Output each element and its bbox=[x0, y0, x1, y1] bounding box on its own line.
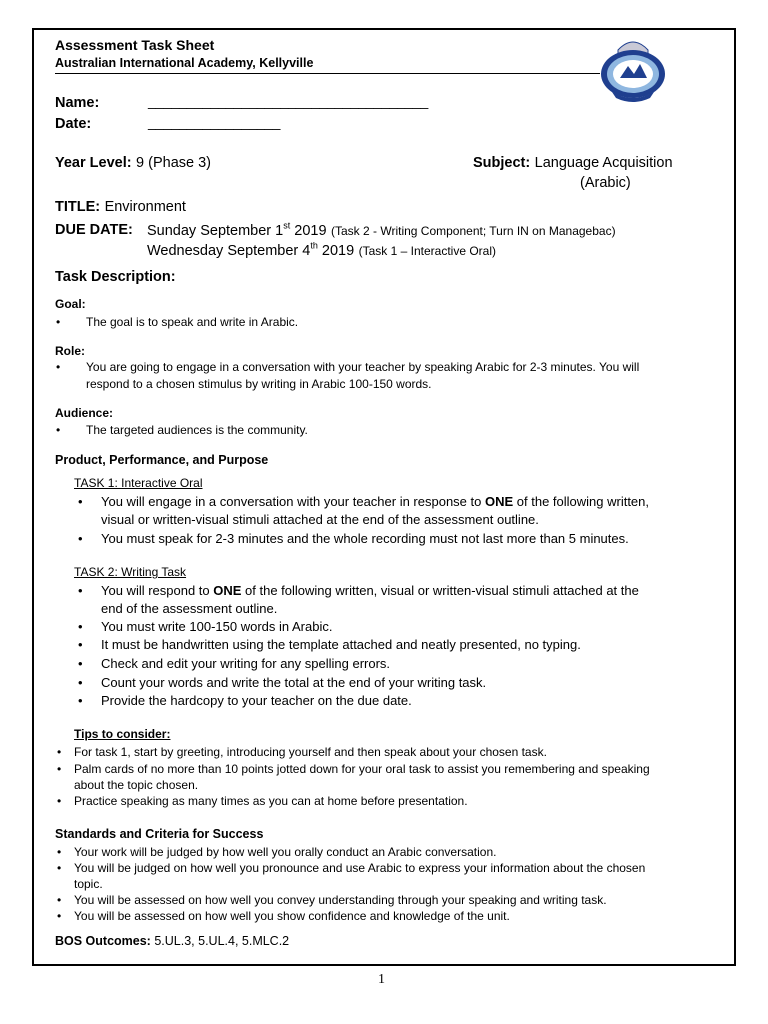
task2-item-1 bbox=[101, 583, 639, 598]
subject-value: Language Acquisition bbox=[534, 155, 673, 171]
tips-heading: Tips to consider: bbox=[74, 727, 171, 741]
bullet: • bbox=[56, 315, 61, 329]
due-date-label: DUE DATE: bbox=[55, 222, 133, 238]
due1-date: Sunday September 1 bbox=[147, 223, 284, 239]
bullet: • bbox=[57, 893, 62, 907]
task1-item-1 bbox=[101, 494, 649, 509]
task1-item1-text2: of the following written, bbox=[513, 494, 650, 509]
goal-label: Goal: bbox=[55, 297, 86, 311]
date-field[interactable]: _________________ bbox=[148, 114, 281, 130]
task2-item-6: Provide the hardcopy to your teacher on the due date. bbox=[101, 693, 412, 708]
year-label: Year Level: bbox=[55, 155, 132, 171]
task2-item-3: It must be handwritten using the template attached and neatly presented, no typing. bbox=[101, 637, 581, 652]
bullet: • bbox=[78, 494, 83, 509]
due1-year: 2019 bbox=[290, 223, 327, 239]
bullet: • bbox=[78, 656, 83, 671]
ppp-heading: Product, Performance, and Purpose bbox=[55, 453, 269, 467]
standards-item-2: You will be judged on how well you pronounce and use Arabic to express your information about the chosen bbox=[74, 861, 646, 875]
title-value: Environment bbox=[104, 199, 186, 215]
title-label: TITLE: bbox=[55, 199, 101, 215]
name-label: Name: bbox=[55, 95, 100, 111]
due2-note: (Task 1 – Interactive Oral) bbox=[358, 244, 497, 258]
bullet: • bbox=[57, 909, 62, 923]
due2-sup: th bbox=[310, 240, 318, 251]
title-row bbox=[55, 198, 186, 216]
bullet: • bbox=[78, 637, 83, 652]
task2-heading: TASK 2: Writing Task bbox=[74, 565, 187, 579]
bullet: • bbox=[78, 619, 83, 634]
due-date-1 bbox=[147, 222, 616, 240]
subject-value-2: (Arabic) bbox=[580, 175, 631, 191]
role-label: Role: bbox=[55, 344, 85, 358]
bullet: • bbox=[56, 423, 61, 437]
task2-item1-text: You will respond to bbox=[101, 583, 214, 598]
bullet: • bbox=[57, 745, 62, 759]
bullet: • bbox=[78, 693, 83, 708]
due1-note: (Task 2 - Writing Component; Turn IN on Managebac) bbox=[331, 224, 616, 238]
year-level bbox=[55, 154, 211, 172]
task-description-heading: Task Description: bbox=[55, 269, 176, 285]
bos-outcomes bbox=[55, 934, 289, 948]
tips-item-3: Practice speaking as many times as you can at home before presentation. bbox=[74, 794, 468, 808]
standards-item-3: You will be assessed on how well you convey understanding through your speaking and writing task. bbox=[74, 893, 607, 907]
task2-item1-bold: ONE bbox=[213, 583, 242, 598]
header-rule bbox=[55, 73, 600, 74]
task2-item-4: Check and edit your writing for any spelling errors. bbox=[101, 656, 391, 671]
task1-item1-bold: ONE bbox=[484, 494, 514, 509]
audience-label: Audience: bbox=[55, 406, 114, 420]
due1-sup: st bbox=[283, 220, 291, 231]
role-line-1: You are going to engage in a conversation with your teacher by speaking Arabic for 2-3 minutes. You will bbox=[86, 360, 640, 374]
bos-value: 5.UL.3, 5.UL.4, 5.MLC.2 bbox=[154, 934, 290, 948]
bullet: • bbox=[57, 845, 62, 859]
task2-item1-text2: of the following written, visual or written-visual stimuli attached at the bbox=[241, 583, 639, 598]
bullet: • bbox=[78, 583, 83, 598]
task1-heading: TASK 1: Interactive Oral bbox=[74, 476, 203, 490]
role-line-2: respond to a chosen stimulus by writing in Arabic 100-150 words. bbox=[86, 377, 432, 391]
task2-item-5: Count your words and write the total at the end of your writing task. bbox=[101, 675, 487, 690]
task2-item-2: You must write 100-150 words in Arabic. bbox=[101, 619, 333, 634]
bullet: • bbox=[78, 675, 83, 690]
tips-item-2-line2: about the topic chosen. bbox=[74, 778, 199, 792]
task1-item1-text: You will engage in a conversation with your teacher in response to bbox=[101, 494, 485, 509]
subject bbox=[473, 154, 673, 172]
bullet: • bbox=[57, 861, 62, 875]
due2-date: Wednesday September 4 bbox=[147, 243, 311, 259]
standards-item-4: You will be assessed on how well you show confidence and knowledge of the unit. bbox=[74, 909, 510, 923]
task1-item-1-line2: visual or written-visual stimuli attached at the end of the assessment outline. bbox=[101, 512, 539, 527]
goal-item: The goal is to speak and write in Arabic. bbox=[86, 315, 299, 329]
standards-item-1: Your work will be judged by how well you orally conduct an Arabic conversation. bbox=[74, 845, 497, 859]
tips-item-2: Palm cards of no more than 10 points jotted down for your oral task to assist you remembering and speaking bbox=[74, 762, 650, 776]
audience-item: The targeted audiences is the community. bbox=[86, 423, 308, 437]
bullet: • bbox=[57, 762, 62, 776]
task1-item-2: You must speak for 2-3 minutes and the whole recording must not last more than 5 minutes. bbox=[101, 531, 629, 546]
bullet: • bbox=[78, 531, 83, 546]
subject-label: Subject: bbox=[473, 155, 531, 171]
school-name: Australian International Academy, Kellyville bbox=[55, 56, 314, 70]
sheet-title: Assessment Task Sheet bbox=[55, 37, 215, 53]
tips-item-1: For task 1, start by greeting, introducing yourself and then speak about your chosen task. bbox=[74, 745, 547, 759]
bullet: • bbox=[56, 360, 61, 374]
standards-heading: Standards and Criteria for Success bbox=[55, 827, 264, 841]
page-number: 1 bbox=[378, 972, 385, 987]
bos-label: BOS Outcomes: bbox=[55, 934, 151, 948]
name-field[interactable]: ____________________________________ bbox=[148, 93, 429, 109]
school-crest-icon bbox=[598, 36, 668, 106]
task2-item-1-line2: end of the assessment outline. bbox=[101, 601, 278, 616]
due2-year: 2019 bbox=[317, 243, 355, 259]
date-label: Date: bbox=[55, 116, 92, 132]
due-date-2 bbox=[147, 242, 496, 260]
year-value: 9 (Phase 3) bbox=[136, 155, 211, 171]
bullet: • bbox=[57, 794, 62, 808]
standards-item-2-line2: topic. bbox=[74, 877, 103, 891]
